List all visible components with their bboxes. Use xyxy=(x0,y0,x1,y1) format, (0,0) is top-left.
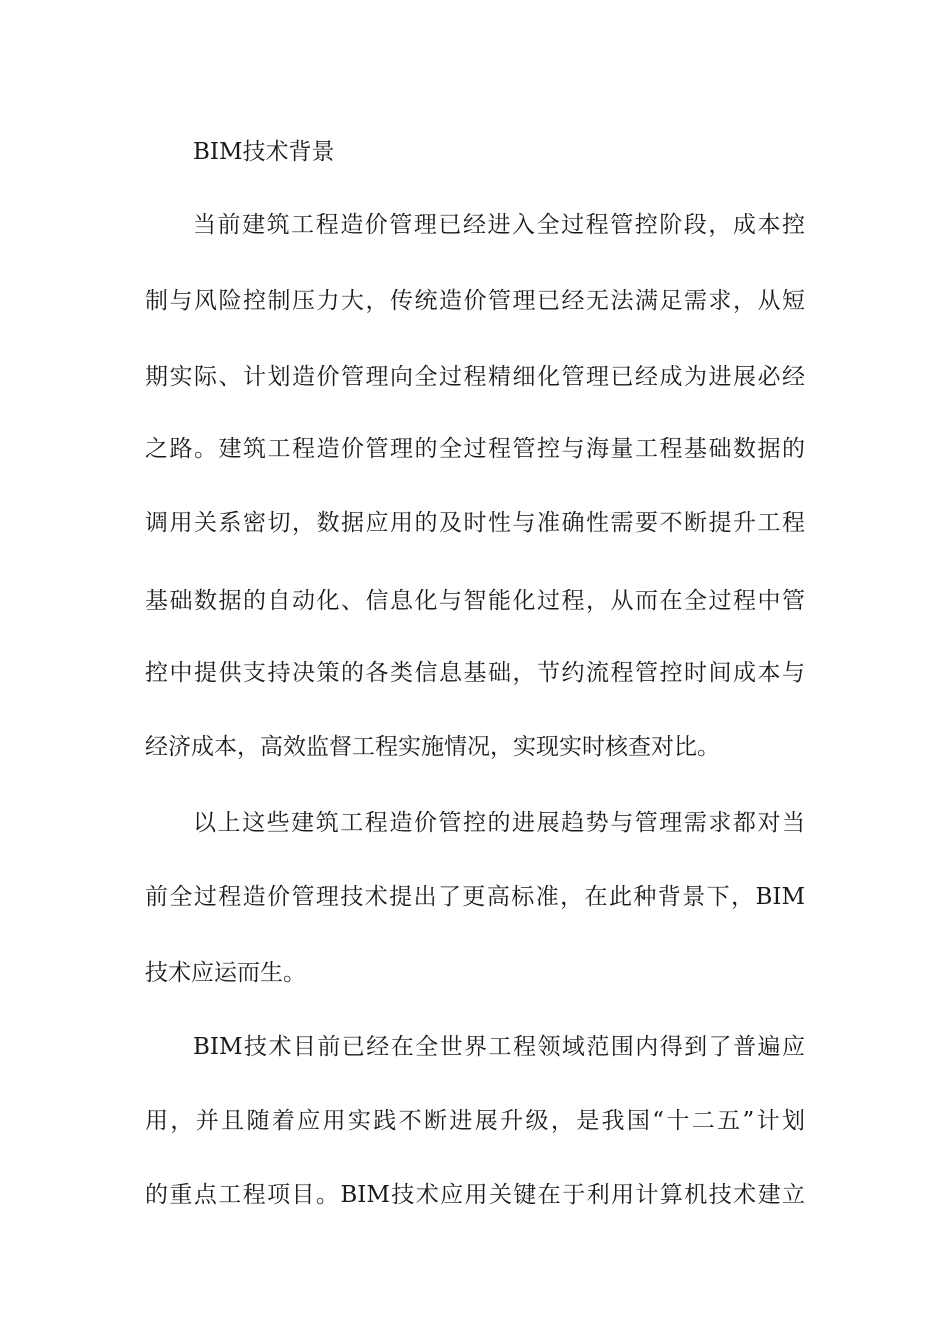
paragraph-line: BIM技术目前已经在全世界工程领域范围内得到了普遍应 xyxy=(193,1034,805,1060)
paragraph-line: 经济成本，高效监督工程实施情况，实现实时核查对比。 xyxy=(145,734,720,760)
paragraph-line: 技术应运而生。 xyxy=(145,960,306,986)
paragraph-line: 的重点工程项目。BIM技术应用关键在于利用计算机技术建立 xyxy=(145,1182,805,1208)
paragraph-line: 期实际、计划造价管理向全过程精细化管理已经成为进展必经 xyxy=(145,364,805,390)
paragraph-line: 用，并且随着应用实践不断进展升级，是我国“十二五”计划 xyxy=(145,1108,805,1134)
paragraph-line: 调用关系密切，数据应用的及时性与准确性需要不断提升工程 xyxy=(145,510,805,536)
paragraph-line: 前全过程造价管理技术提出了更高标准，在此种背景下，BIM xyxy=(145,884,805,910)
paragraph-line: 之路。建筑工程造价管理的全过程管控与海量工程基础数据的 xyxy=(145,436,805,462)
paragraph-line: 制与风险控制压力大，传统造价管理已经无法满足需求，从短 xyxy=(145,288,805,314)
paragraph-line: 当前建筑工程造价管理已经进入全过程管控阶段，成本控 xyxy=(193,212,805,238)
paragraph-line: 控中提供支持决策的各类信息基础，节约流程管控时间成本与 xyxy=(145,660,805,686)
paragraph-line: 基础数据的自动化、信息化与智能化过程，从而在全过程中管 xyxy=(145,588,805,614)
paragraph-line: 以上这些建筑工程造价管控的进展趋势与管理需求都对当 xyxy=(193,810,805,836)
section-heading: BIM技术背景 xyxy=(193,139,335,165)
